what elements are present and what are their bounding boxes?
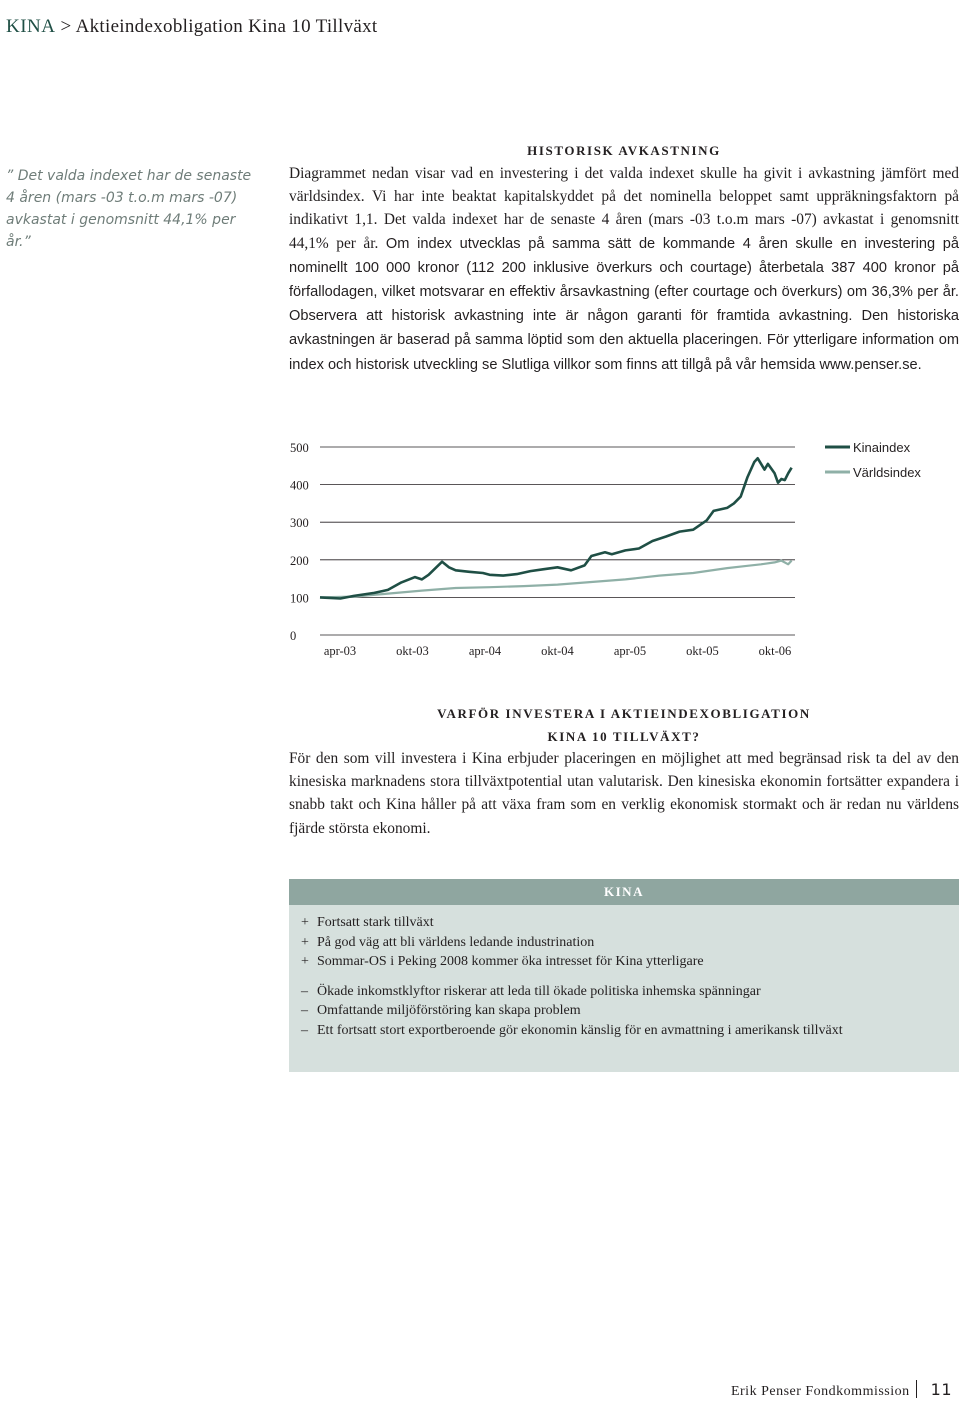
historisk-body: [289, 162, 959, 377]
pro-marker: +: [301, 915, 309, 930]
pro-text: Sommar-OS i Peking 2008 kommer öka intresset för Kina ytterligare: [317, 954, 704, 969]
x-tick-label: okt-05: [686, 644, 719, 658]
pro-text: På god väg att bli världens ledande industrination: [317, 934, 595, 950]
y-tick-label: 400: [290, 478, 309, 493]
varfor-paragraph: För den som vill investera i Kina erbjuder placeringen en möjlighet att med begränsad risk ta del av den kinesiska marknadens stora tillväxtpotential utan valutarisk. Den kinesiska ekonomin fortsätter expandera i snabb takt och Kina håller på att växa fram som en verklig ekonomisk stormakt och är redan nu världens fjärde största ekonomi.: [289, 750, 959, 837]
cons-list: [289, 982, 959, 1041]
legend-label: Kinaindex: [853, 440, 911, 455]
section-heading-varfor-2: KINA 10 TILLVÄXT?: [547, 729, 701, 744]
kina-box-title: KINA: [289, 879, 959, 905]
x-tick-label: apr-05: [613, 644, 647, 658]
index-chart: [280, 430, 950, 670]
pro-item: [289, 952, 959, 972]
x-tick-label: apr-03: [323, 644, 357, 658]
pro-item: [289, 913, 959, 933]
footer-company: Erik Penser Fondkommission: [730, 1384, 910, 1399]
section-heading-varfor: VARFÖR INVESTERA I AKTIEINDEXOBLIGATION: [437, 706, 811, 721]
pro-marker: +: [301, 934, 309, 950]
page-header: [6, 16, 378, 38]
historisk-paragraph-2: Om index utvecklas på samma sätt de kommande 4 åren skulle en investering på nominellt 100 000 kronor (112 200 inklusive överkurs och courtage) återbetala 387 400 kronor på förfallodagen, vilket motsvarar en effektiv årsavkastning (efter courtage och överkurs) om 36,3% per år. Observera att historisk avkastning inte är någon garanti för framtida avkastning. Den historiska avkastningen är baserad på samma löptid som den aktuella placeringen. För ytterligare information om index och historisk utveckling se Slutliga villkor som finns att tillgå på vår hemsida www.penser.se.: [289, 235, 959, 373]
pros-list: [289, 913, 959, 972]
page-footer: [731, 1380, 952, 1400]
breadcrumb-separator: >: [55, 16, 72, 37]
con-marker: –: [301, 983, 308, 999]
con-marker: –: [301, 1022, 308, 1038]
x-tick-label: okt-03: [396, 644, 429, 658]
x-axis: [320, 635, 795, 658]
page-title: Aktieindexobligation Kina 10 Tillväxt: [75, 16, 378, 37]
x-tick-label: okt-06: [758, 644, 792, 658]
chart-legend: [825, 440, 921, 480]
pull-quote: ” Det valda indexet har de senaste 4 åren (mars -03 t.o.m mars -07) avkastat i genomsnitt 44,1% per år.”: [6, 168, 252, 250]
chart-lines: [320, 458, 792, 598]
brand-label: KINA: [6, 16, 56, 37]
con-marker: –: [301, 1003, 308, 1018]
y-axis: [290, 441, 795, 643]
y-tick-label: 500: [290, 441, 309, 455]
con-text: Omfattande miljöförstöring kan skapa problem: [317, 1003, 581, 1018]
con-text: Ökade inkomstklyftor riskerar att leda till ökade politiska inhemska spänningar: [317, 983, 761, 999]
footer-divider: [916, 1380, 917, 1398]
kinaindex-line: [320, 458, 792, 598]
con-item: [289, 982, 959, 1002]
pro-text: Fortsatt stark tillväxt: [317, 915, 434, 930]
con-text: Ett fortsatt stort exportberoende gör ekonomin känslig för en avmattning i amerikansk tillväxt: [317, 1022, 843, 1038]
pro-marker: +: [301, 954, 309, 969]
section-heading-historisk: HISTORISK AVKASTNING: [527, 143, 721, 158]
historisk-paragraph-1: Diagrammet nedan visar vad en investering i det valda indexet skulle ha givit i avkastning jämfört med världsindex. Vi har inte beaktat kapitalskyddet på det nominella beloppet samt uppräkningsfaktorn på indikativt 1,1. Det valda indexet har de senaste 4 åren (mars -03 t.o.m mars -07) avkastat i genomsnitt 44,1% per år.: [289, 165, 959, 252]
con-item: [289, 1021, 959, 1041]
y-tick-label: 200: [290, 553, 309, 568]
x-tick-label: okt-04: [541, 644, 574, 658]
kina-summary-box: [289, 879, 959, 1072]
pro-item: [289, 933, 959, 953]
con-item: [289, 1001, 959, 1021]
x-tick-label: apr-04: [468, 644, 502, 658]
y-tick-label: 300: [290, 516, 309, 531]
y-tick-label: 100: [290, 591, 309, 606]
varldsindex-line: [320, 561, 792, 598]
legend-label: Världsindex: [853, 465, 921, 480]
page-number: 11: [930, 1380, 952, 1399]
y-tick-label: 0: [290, 629, 297, 643]
